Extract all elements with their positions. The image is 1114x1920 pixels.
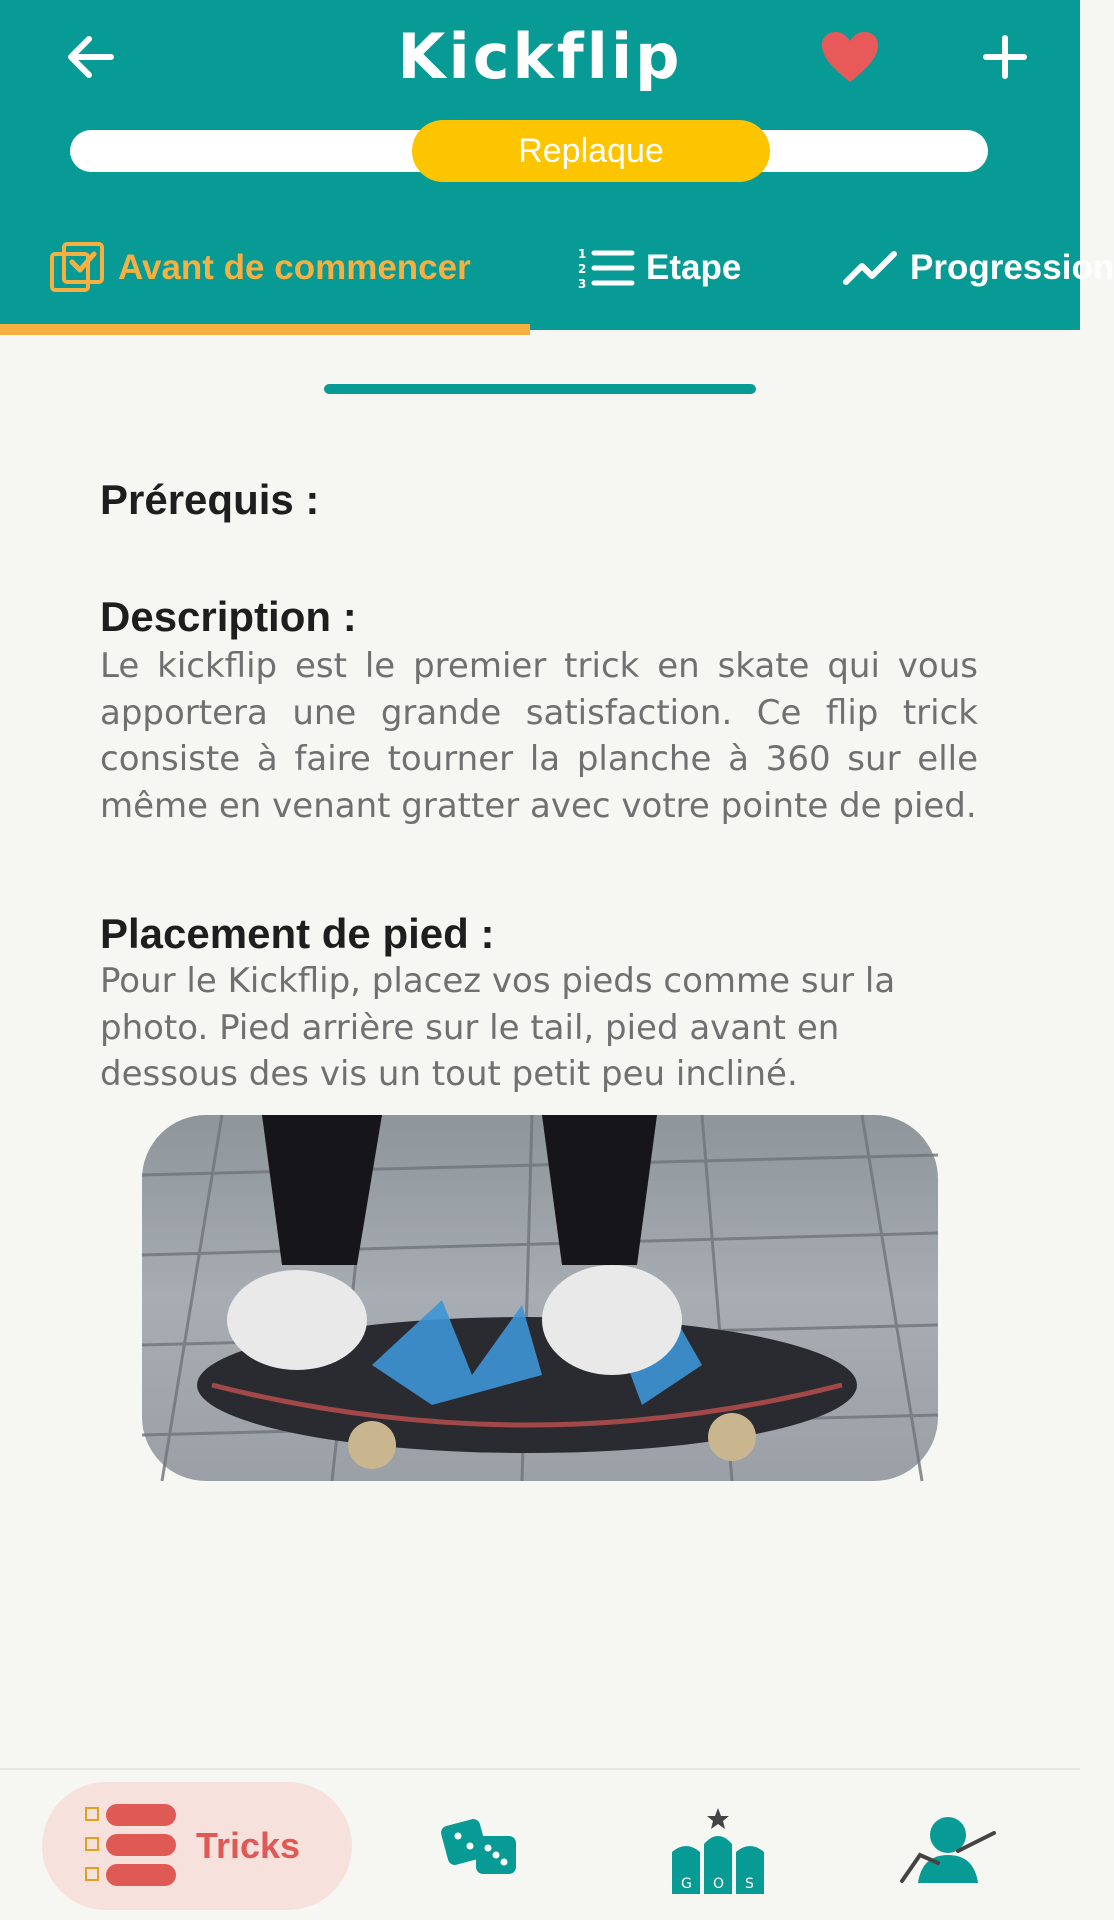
nav-profile[interactable] (896, 1808, 1000, 1892)
prerequisites-heading: Prérequis : (100, 476, 320, 523)
svg-text:3: 3 (578, 277, 587, 291)
tab-label: Avant de commencer (118, 248, 471, 287)
arrow-left-icon (65, 35, 115, 79)
tab-label: Progression (910, 248, 1114, 287)
favorite-button[interactable] (815, 22, 885, 92)
back-button[interactable] (55, 22, 125, 92)
nav-tricks[interactable] (80, 1800, 300, 1892)
description-text: Le kickflip est le premier trick en skate qui vous apportera une grande satisfaction. Ce flip trick consiste à faire tourner la planche à 360 sur elle même en venant gratter avec votre pointe de pied. (100, 646, 978, 826)
foot-placement-text: Pour le Kickflip, placez vos pieds comme sur la photo. Pied arrière sur le tail, pied avant en dessous des vis un tout petit peu incliné. (100, 961, 896, 1094)
city-icon (670, 1806, 766, 1894)
heart-icon (820, 30, 880, 84)
city-letter-g: G (681, 1876, 692, 1892)
description-heading: Description : (100, 593, 357, 640)
city-letter-o: O (713, 1876, 725, 1892)
trend-line-icon (842, 248, 898, 288)
foot-placement-heading: Placement de pied : (100, 910, 495, 957)
plus-icon (983, 35, 1027, 79)
city-letter-s: S (745, 1876, 754, 1892)
nav-tricks-label: Tricks (196, 1825, 301, 1866)
tab-avant-de-commencer[interactable] (48, 230, 471, 306)
svg-text:1: 1 (578, 247, 587, 261)
sheet-handle[interactable] (324, 384, 756, 394)
page-title: Kickflip (397, 20, 683, 93)
numbered-list-icon (578, 246, 634, 290)
nav-dice[interactable] (440, 1808, 520, 1888)
svg-text:2: 2 (578, 262, 587, 276)
user-chart-icon (898, 1815, 998, 1885)
active-tab-indicator (0, 324, 530, 335)
tab-label: Etape (646, 248, 742, 287)
skateboards-icon (80, 1804, 176, 1888)
nav-city[interactable] (666, 1806, 770, 1894)
dice-icon (440, 1818, 520, 1878)
checklist-icon (48, 242, 106, 294)
tab-progression[interactable] (842, 230, 1114, 306)
tab-etape[interactable] (578, 230, 741, 306)
level-badge[interactable]: Replaque (412, 120, 770, 182)
add-button[interactable] (970, 22, 1040, 92)
foot-placement-photo (142, 1115, 938, 1481)
